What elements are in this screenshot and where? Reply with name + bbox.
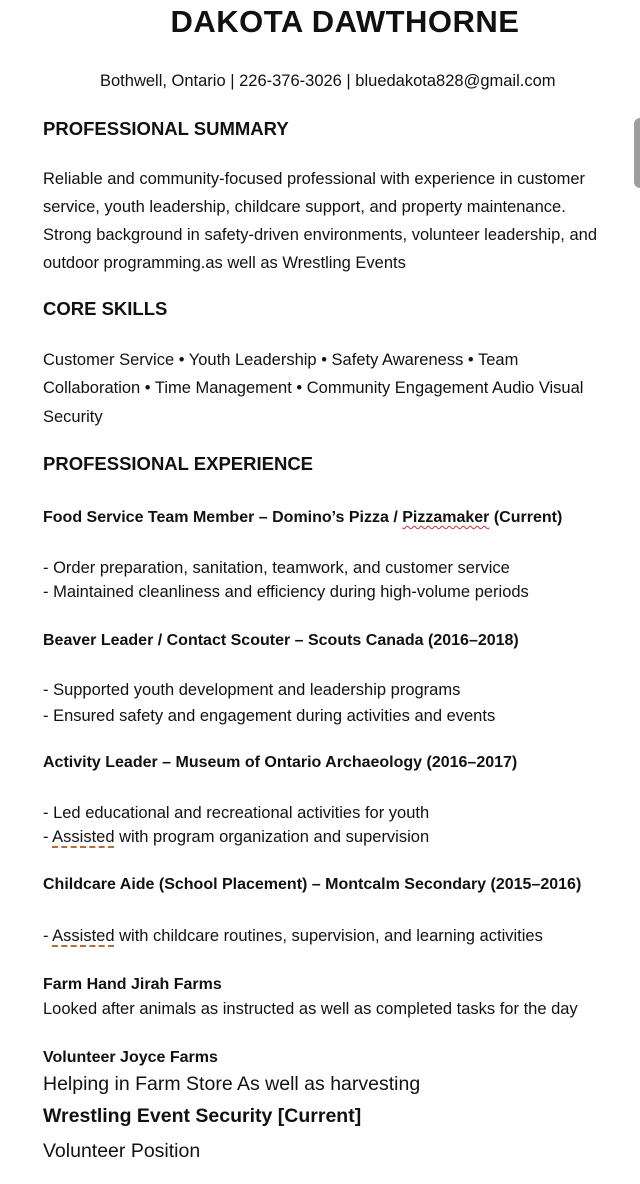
summary-heading: PROFESSIONAL SUMMARY (43, 118, 289, 139)
grammar-flagged-word: Assisted (52, 927, 115, 945)
grammar-flagged-word: Assisted (52, 828, 115, 846)
contact-line: Bothwell, Ontario | 226-376-3026 | bluedakota828@gmail.com (100, 72, 556, 90)
summary-line: service, youth leadership, childcare support, and property maintenance. (43, 198, 566, 216)
job-bullet: - Supported youth development and leadership programs (43, 681, 461, 699)
summary-line: Reliable and community-focused professional with experience in customer (43, 170, 586, 188)
summary-line: Strong background in safety-driven environments, volunteer leadership, and (43, 226, 597, 244)
job-bullet (43, 825, 429, 849)
resume-name: DAKOTA DAWTHORNE (170, 4, 520, 39)
summary-line: outdoor programming.as well as Wrestling Events (43, 254, 406, 272)
bullet-text: with program organization and supervision (114, 828, 430, 846)
bullet-text: - (43, 828, 53, 846)
skills-line: Security (43, 408, 103, 426)
job-bullet: - Order preparation, sanitation, teamwork, and customer service (43, 559, 510, 577)
job-title-childcare: Childcare Aide (School Placement) – Montcalm Secondary (2015–2016) (43, 876, 582, 893)
job-title-text: Food Service Team Member – Domino’s Pizza / (43, 509, 403, 526)
job-title-farmhand: Farm Hand Jirah Farms (43, 976, 222, 993)
job-description: Volunteer Position (43, 1140, 201, 1162)
job-bullet (43, 924, 543, 948)
bullet-text: with childcare routines, supervision, and learning activities (114, 927, 543, 945)
spellcheck-flagged-word: Pizzamaker (402, 509, 490, 526)
job-title-wrestling: Wrestling Event Security [Current] (43, 1105, 362, 1127)
job-bullet: - Ensured safety and engagement during activities and events (43, 707, 496, 725)
skills-line: Collaboration • Time Management • Community Engagement Audio Visual (43, 379, 584, 397)
skills-line: Customer Service • Youth Leadership • Safety Awareness • Team (43, 351, 519, 369)
job-title-scouts: Beaver Leader / Contact Scouter – Scouts Canada (2016–2018) (43, 632, 519, 649)
job-bullet: - Maintained cleanliness and efficiency during high-volume periods (43, 583, 529, 601)
bullet-text: - (43, 927, 53, 945)
skills-heading: CORE SKILLS (43, 298, 168, 319)
experience-heading: PROFESSIONAL EXPERIENCE (43, 453, 314, 474)
job-title-dominos (43, 509, 562, 527)
job-bullet: - Led educational and recreational activities for youth (43, 804, 430, 822)
job-title-volunteer: Volunteer Joyce Farms (43, 1049, 218, 1066)
job-title-museum: Activity Leader – Museum of Ontario Archaeology (2016–2017) (43, 754, 518, 771)
scroll-indicator[interactable] (634, 118, 640, 188)
job-description: Helping in Farm Store As well as harvesting (43, 1073, 421, 1095)
job-title-text: (Current) (489, 509, 563, 526)
job-description: Looked after animals as instructed as well as completed tasks for the day (43, 1000, 578, 1018)
